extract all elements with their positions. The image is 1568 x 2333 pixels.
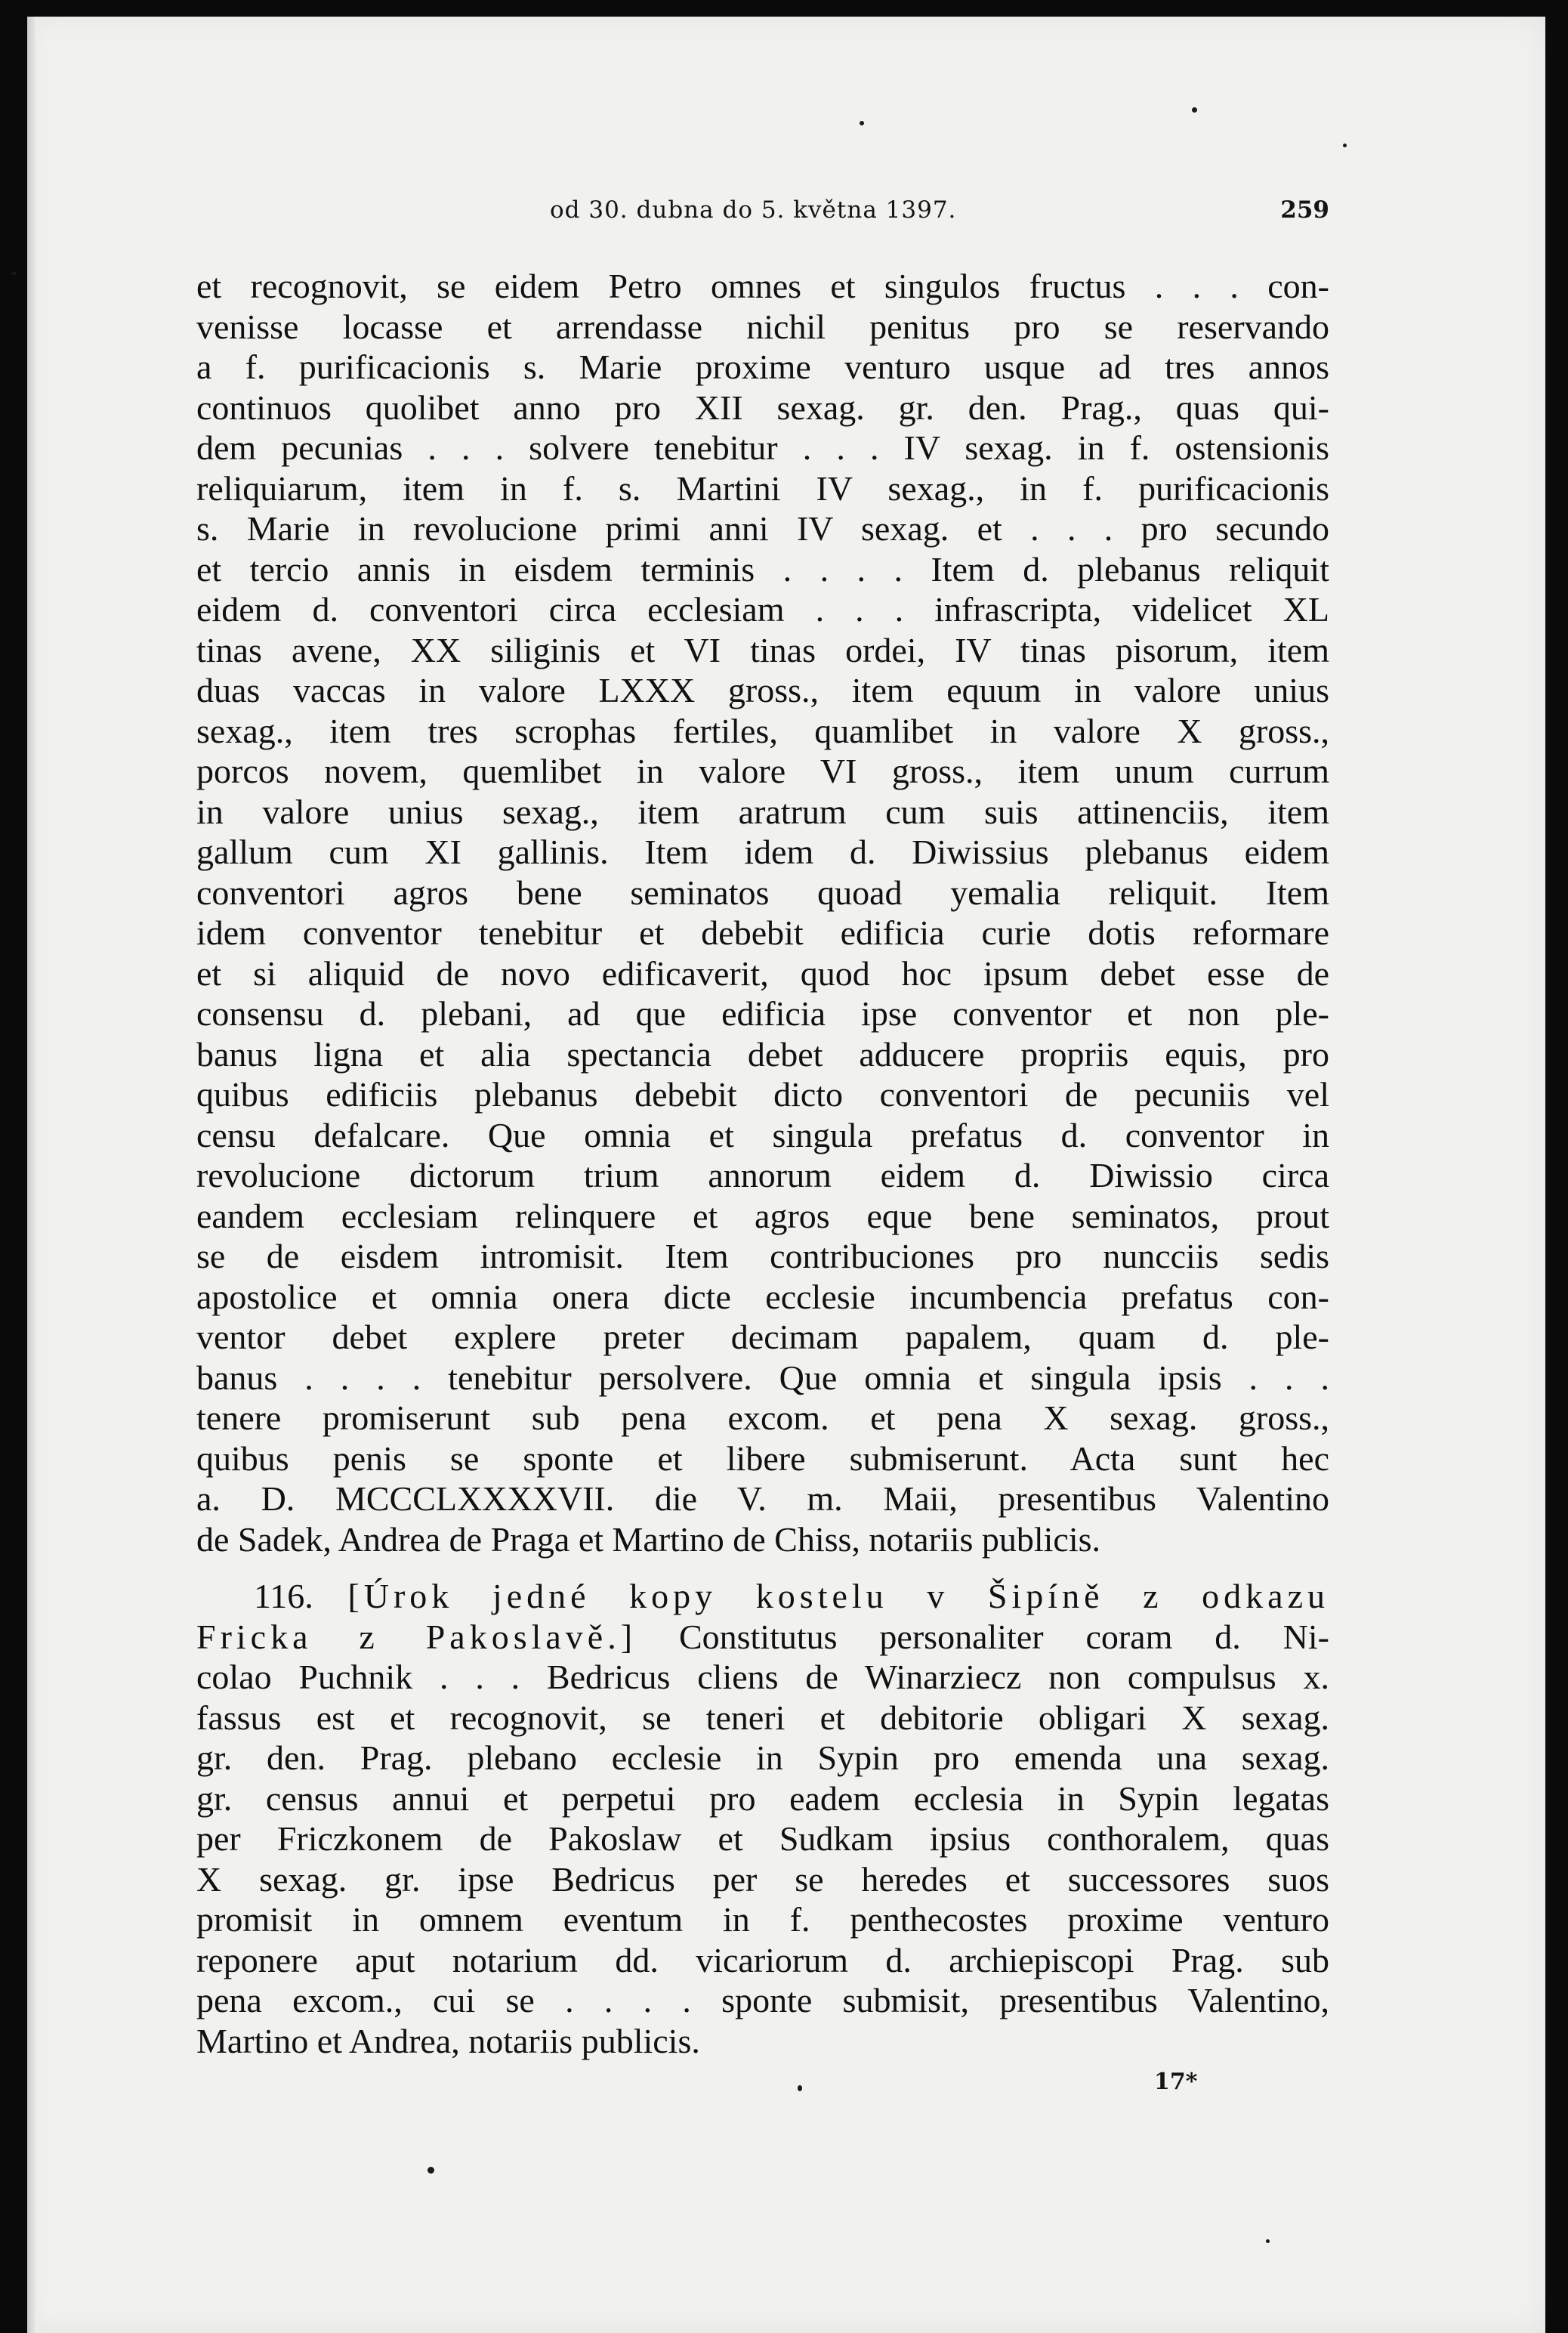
text-line: quibus penis se sponte et libere submiserunt. Acta sunt hec — [196, 1438, 1329, 1478]
text-line: fassus est et recognovit, se teneri et debitorie obligari X sexag. — [196, 1698, 1329, 1737]
text-line: revolucione dictorum trium annorum eidem d. Diwissio circa — [196, 1156, 1329, 1194]
text-line: continuos quolibet anno pro XII sexag. gr. den. Prag., quas qui- — [196, 388, 1329, 427]
page-header — [196, 190, 1329, 236]
text-line: quibus edificiis plebanus debebit dicto conventori de pecuniis vel — [196, 1075, 1329, 1114]
text-line: venisse locasse et arrendasse nichil penitus pro se reservando — [196, 307, 1329, 346]
text-line: tinas avene, XX siliginis et VI tinas ordei, IV tinas pisorum, item — [196, 630, 1329, 669]
entry-116 — [196, 1576, 1329, 2061]
text-line: idem conventor tenebitur et debebit edificia curie dotis reformare — [196, 913, 1329, 952]
text-line: sexag., item tres scrophas fertiles, quamlibet in valore X gross., — [196, 711, 1329, 750]
text-line: colao Puchnik . . . Bedricus cliens de Winarziecz non compulsus x. — [196, 1658, 1329, 1696]
entry-heading-part1: [Úrok jedné kopy kostelu v Šipíně z odkazu — [347, 1577, 1330, 1615]
paper-speck — [427, 2167, 434, 2174]
text-line: s. Marie in revolucione primi anni IV sexag. et . . . pro secundo — [196, 509, 1329, 548]
entry-116-text-start: Constitutus personaliter coram d. Ni- — [678, 1617, 1329, 1656]
text-line: Martino et Andrea, notariis publicis. — [196, 2021, 700, 2060]
signature-mark: 17* — [1154, 2069, 1198, 2095]
entry-116-heading-line — [196, 1576, 1329, 1617]
text-line: banus ligna et alia spectancia debet adducere propriis equis, pro — [196, 1034, 1329, 1074]
page-gutter-shadow — [27, 17, 38, 2333]
text-line: per Friczkonem de Pakoslaw et Sudkam ipsius conthoralem, quas — [196, 1819, 1329, 1858]
paper-speck — [1343, 144, 1347, 147]
text-line: gr. census annui et perpetui pro eadem ecclesia in Sypin legatas — [196, 1778, 1329, 1818]
text-line: reliquiarum, item in f. s. Martini IV sexag., in f. purificacionis — [196, 468, 1329, 508]
text-line: duas vaccas in valore LXXX gross., item equum in valore unius — [196, 671, 1329, 709]
text-line: reponere aput notarium dd. vicariorum d. archiepiscopi Prag. sub — [196, 1940, 1329, 1979]
text-line: tenere promiserunt sub pena excom. et pena X sexag. gross., — [196, 1398, 1329, 1437]
text-line: censu defalcare. Que omnia et singula prefatus d. conventor in — [196, 1115, 1329, 1154]
text-line: a. D. MCCCLXXXXVII. die V. m. Maii, presentibus Valentino — [196, 1479, 1329, 1518]
page-number: 259 — [1280, 196, 1329, 224]
paper-speck — [12, 272, 17, 275]
text-line: gr. den. Prag. plebano ecclesie in Sypin pro emenda una sexag. — [196, 1738, 1329, 1777]
text-line: et tercio annis in eisdem terminis . . . . Item d. plebanus reliquit — [196, 549, 1329, 589]
text-line: eandem ecclesiam relinquere et agros eque bene seminatos, prout — [196, 1196, 1329, 1235]
text-line: apostolice et omnia onera dicte ecclesie incumbencia prefatus con- — [196, 1277, 1329, 1316]
text-line: X sexag. gr. ipse Bedricus per se heredes et successores suos — [196, 1859, 1329, 1899]
text-line: eidem d. conventori circa ecclesiam . . . infrascripta, videlicet XL — [196, 590, 1329, 629]
paper-speck — [1192, 107, 1197, 113]
text-line: consensu d. plebani, ad que edificia ipse conventor et non ple- — [196, 994, 1329, 1033]
text-line: gallum cum XI gallinis. Item idem d. Diwissius plebanus eidem — [196, 833, 1329, 871]
text-line: porcos novem, quemlibet in valore VI gross., item unum currum — [196, 752, 1329, 790]
text-line: dem pecunias . . . solvere tenebitur . . . IV sexag. in f. ostensionis — [196, 428, 1329, 467]
paper-speck — [1266, 2239, 1270, 2243]
entry-116-text — [196, 1657, 1329, 2061]
text-line: a f. purificacionis s. Marie proxime venturo usque ad tres annos — [196, 348, 1329, 386]
entry-116-heading-line-2 — [196, 1617, 1329, 1658]
entry-number: 116. — [254, 1577, 313, 1615]
text-line: et recognovit, se eidem Petro omnes et singulos fructus . . . con- — [196, 267, 1329, 305]
entry-heading-part2: Fricka z Pakoslavě.] — [196, 1617, 637, 1656]
text-line: promisit in omnem eventum in f. penthecostes proxime venturo — [196, 1900, 1329, 1939]
paper-speck — [798, 2085, 802, 2091]
text-line: de Sadek, Andrea de Praga et Martino de Chiss, notariis publicis. — [196, 1519, 1101, 1559]
text-line: ventor debet explere preter decimam papalem, quam d. ple- — [196, 1318, 1329, 1356]
running-title: od 30. dubna do 5. května 1397. — [550, 196, 957, 224]
text-line: conventori agros bene seminatos quoad yemalia reliquit. Item — [196, 873, 1329, 912]
main-text — [196, 266, 1329, 2061]
text-line: et si aliquid de novo edificaverit, quod hoc ipsum debet esse de — [196, 953, 1329, 993]
paragraph-gap — [196, 1559, 1329, 1576]
text-line: banus . . . . tenebitur persolvere. Que omnia et singula ipsis . . . — [196, 1358, 1329, 1397]
entry-115-text — [196, 266, 1329, 1559]
paper-speck — [860, 121, 864, 125]
text-line: in valore unius sexag., item aratrum cum suis attinenciis, item — [196, 792, 1329, 831]
text-line: se de eisdem intromisit. Item contribuciones pro nuncciis sedis — [196, 1237, 1329, 1275]
text-line: pena excom., cui se . . . . sponte submisit, presentibus Valentino, — [196, 1981, 1329, 2019]
